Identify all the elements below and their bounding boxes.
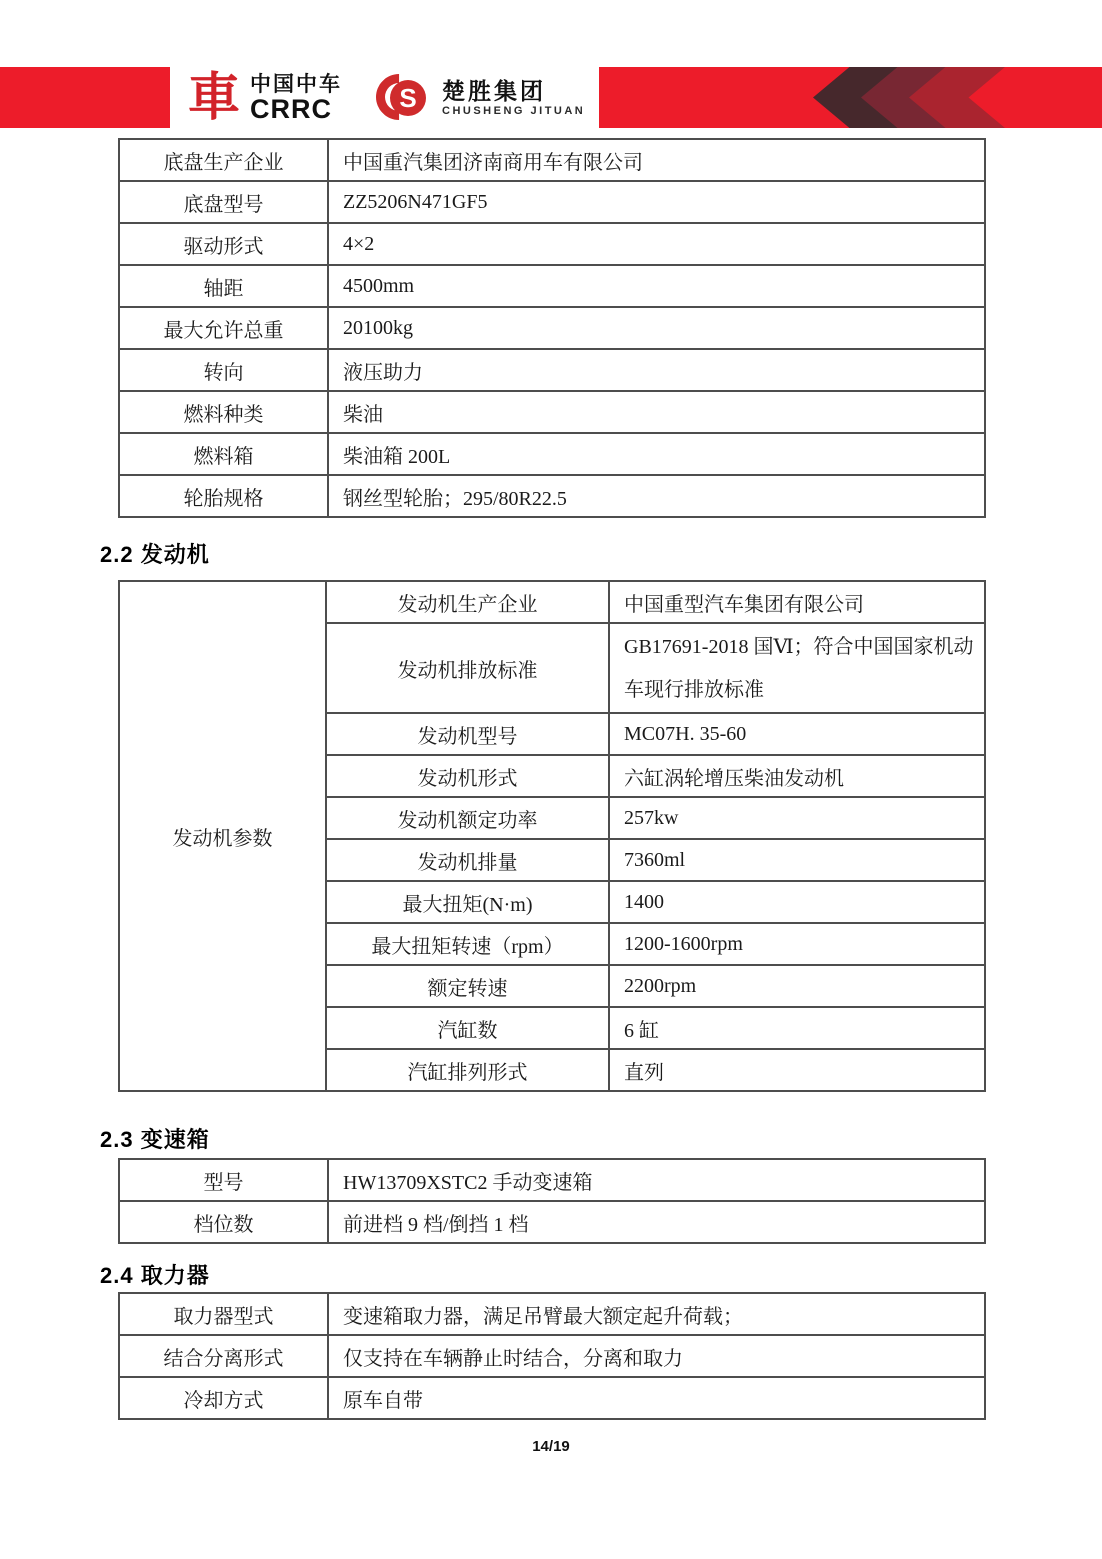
spec-value: 4×2: [328, 223, 985, 265]
spec-value: 液压助力: [328, 349, 985, 391]
table-row: [119, 223, 985, 265]
chusheng-name-en: CHUSHENG JITUAN: [442, 104, 586, 117]
table-row: [119, 1159, 985, 1201]
spec-label: 轴距: [119, 265, 328, 307]
table-row: [119, 581, 985, 623]
chusheng-name-cn: 楚胜集团: [442, 77, 547, 104]
spec-label: 发动机额定功率: [326, 797, 609, 839]
table-row: [119, 307, 985, 349]
spec-value: 257kw: [609, 797, 985, 839]
spec-label: 发动机形式: [326, 755, 609, 797]
spec-value: 柴油箱 200L: [328, 433, 985, 475]
spec-value: 6 缸: [609, 1007, 985, 1049]
page-number: 14/19: [532, 1438, 570, 1455]
spec-value: MC07H. 35-60: [609, 713, 985, 755]
spec-value: 柴油: [328, 391, 985, 433]
table-row: [119, 433, 985, 475]
table-row: [119, 265, 985, 307]
header-logo-area: [170, 67, 599, 128]
spec-value: 1400: [609, 881, 985, 923]
spec-value: 变速箱取力器，满足吊臂最大额定起升荷载；: [328, 1293, 985, 1335]
table-row: [119, 1335, 985, 1377]
spec-label: 燃料箱: [119, 433, 328, 475]
spec-label: 型号: [119, 1159, 328, 1201]
spec-label: 额定转速: [326, 965, 609, 1007]
table-row: [119, 1293, 985, 1335]
spec-label: 冷却方式: [119, 1377, 328, 1419]
crrc-name-cn: 中国中车: [250, 73, 343, 96]
table-row: [119, 349, 985, 391]
spec-label: 结合分离形式: [119, 1335, 328, 1377]
spec-label: 档位数: [119, 1201, 328, 1243]
crrc-logo: [188, 68, 343, 127]
engine-spec-table: [118, 580, 986, 1092]
table-row: [119, 1201, 985, 1243]
table-row: [119, 181, 985, 223]
spec-label: 汽缸数: [326, 1007, 609, 1049]
section-heading-pto: 2.4 取力器: [100, 1263, 210, 1288]
section-heading-gearbox: 2.3 变速箱: [100, 1127, 210, 1152]
spec-label: 发动机型号: [326, 713, 609, 755]
spec-value: 20100kg: [328, 307, 985, 349]
spec-label: 最大扭矩(N·m): [326, 881, 609, 923]
table-row: [119, 475, 985, 517]
spec-label: 发动机排量: [326, 839, 609, 881]
pto-spec-table: [118, 1292, 986, 1420]
spec-label: 汽缸排列形式: [326, 1049, 609, 1091]
engine-params-span-label: 发动机参数: [119, 581, 326, 1091]
spec-value: 4500mm: [328, 265, 985, 307]
spec-value: 2200rpm: [609, 965, 985, 1007]
spec-value: 原车自带: [328, 1377, 985, 1419]
table-row: [119, 1377, 985, 1419]
spec-label: 底盘生产企业: [119, 139, 328, 181]
spec-label: 驱动形式: [119, 223, 328, 265]
spec-label: 发动机排放标准: [326, 623, 609, 713]
spec-label: 最大允许总重: [119, 307, 328, 349]
spec-value: 前进档 9 档/倒挡 1 档: [328, 1201, 985, 1243]
chusheng-logo: [376, 72, 585, 124]
spec-label: 燃料种类: [119, 391, 328, 433]
spec-value: 7360ml: [609, 839, 985, 881]
section-heading-engine: 2.2 发动机: [100, 542, 210, 567]
spec-value: ZZ5206N471GF5: [328, 181, 985, 223]
table-row: [119, 391, 985, 433]
crrc-mark-icon: 車: [188, 68, 241, 127]
crrc-name-en: CRRC: [250, 94, 333, 124]
spec-value: 1200-1600rpm: [609, 923, 985, 965]
spec-value: GB17691-2018 国Ⅵ；符合中国国家机动车现行排放标准: [609, 623, 985, 713]
spec-label: 取力器型式: [119, 1293, 328, 1335]
chusheng-mark-icon: S: [376, 72, 432, 124]
spec-label: 底盘型号: [119, 181, 328, 223]
spec-value: 仅支持在车辆静止时结合，分离和取力: [328, 1335, 985, 1377]
spec-value: HW13709XSTC2 手动变速箱: [328, 1159, 985, 1201]
spec-value: 中国重型汽车集团有限公司: [609, 581, 985, 623]
spec-label: 发动机生产企业: [326, 581, 609, 623]
chassis-spec-table: [118, 138, 986, 518]
header-band: [0, 67, 1102, 128]
spec-label: 最大扭矩转速（rpm）: [326, 923, 609, 965]
spec-value: 中国重汽集团济南商用车有限公司: [328, 139, 985, 181]
spec-label: 转向: [119, 349, 328, 391]
spec-value: 六缸涡轮增压柴油发动机: [609, 755, 985, 797]
spec-value: 直列: [609, 1049, 985, 1091]
table-row: [119, 139, 985, 181]
spec-label: 轮胎规格: [119, 475, 328, 517]
spec-value: 钢丝型轮胎；295/80R22.5: [328, 475, 985, 517]
gearbox-spec-table: [118, 1158, 986, 1244]
